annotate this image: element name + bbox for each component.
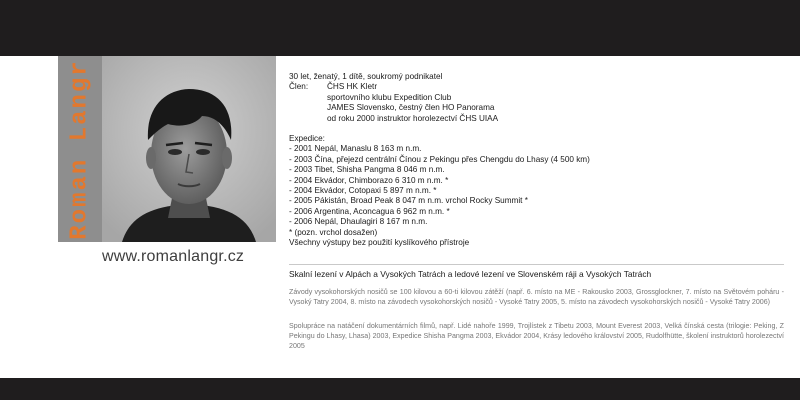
membership [289, 82, 784, 124]
expeditions-heading: Expedice: [289, 134, 325, 144]
membership-item: ČHS HK Kletr [327, 82, 378, 92]
bio-section [289, 72, 784, 249]
membership-item: od roku 2000 instruktor horolezectví ČHS UIAA [327, 113, 499, 123]
membership-label: Člen: [289, 82, 309, 92]
expedition-item: - 2006 Nepál, Dhaulagiri 8 167 m n.m. [289, 217, 428, 227]
no-oxygen-note: Všechny výstupy bez použití kyslíkového přístroje [289, 238, 470, 248]
section-divider [289, 264, 784, 265]
expeditions-list [289, 144, 784, 227]
portrait-photo [102, 56, 276, 242]
expedition-item: - 2006 Argentina, Aconcagua 6 962 m n.m. * [289, 206, 450, 216]
website-url[interactable]: www.romanlangr.cz [102, 248, 245, 265]
expedition-item: - 2004 Ekvádor, Chimborazo 6 310 m n.m. * [289, 175, 449, 185]
bio-summary: 30 let, ženatý, 1 dítě, soukromý podnikatel [289, 72, 443, 81]
summit-footnote: * (pozn. vrchol dosažen) [289, 227, 378, 237]
bottom-band [0, 378, 800, 400]
top-band [0, 0, 800, 56]
vertical-name-text: Roman Langr [66, 58, 94, 240]
expedition-item: - 2004 Ekvádor, Cotopaxi 5 897 m n.m. * [289, 186, 437, 196]
climbing-heading: Skalní lezení v Alpách a Vysokých Tatrách a ledové lezení ve Slovenském ráji a Vysokých Tatrách [289, 269, 652, 279]
races-paragraph: Závody vysokohorských nosičů se 100 kilovou a 60-ti kilovou zátěží (např. 6. místo na ME - Rakousko 2003, Grossglockner, 7. místo na Světovém poháru - Vysoký Tatry 2004, 8. místo na závodech vysokohorských nosičů - Vysoké Tatry 2005, 5. místo na závodech vysokohorských nosičů - Vysoké Tatry 2006) [289, 288, 784, 307]
vertical-name [58, 56, 102, 242]
expedition-item: - 2005 Pákistán, Broad Peak 8 047 m n.m. vrchol Rocky Summit * [289, 196, 528, 206]
expedition-item: - 2003 Čína, přejezd centrální Čínou z Pekingu přes Chengdu do Lhasy (4 500 km) [289, 154, 590, 164]
membership-item: sportovního klubu Expedition Club [327, 92, 452, 102]
portrait-image [102, 56, 276, 242]
films-paragraph: Spolupráce na natáčení dokumentárních filmů, např. Lidé nahoře 1999, Trojlístek z Tibetu 2003, Mount Everest 2003, Velká čínská cesta (trilogie: Peking, Z Pekingu do Lhasy, Lhasa) 2003, Expedice Shisha Pangma 2003, Ekvádor 2004, Krásy ledového království 2005, Rudolfhütte, školení instruktorů horolezectví 2005 [289, 322, 784, 351]
membership-list [327, 82, 498, 124]
membership-item: JAMES Slovensko, čestný člen HO Panorama [327, 103, 495, 113]
expedition-item: - 2003 Tibet, Shisha Pangma 8 046 m n.m. [289, 165, 445, 175]
expedition-item: - 2001 Nepál, Manaslu 8 163 m n.m. [289, 144, 422, 154]
